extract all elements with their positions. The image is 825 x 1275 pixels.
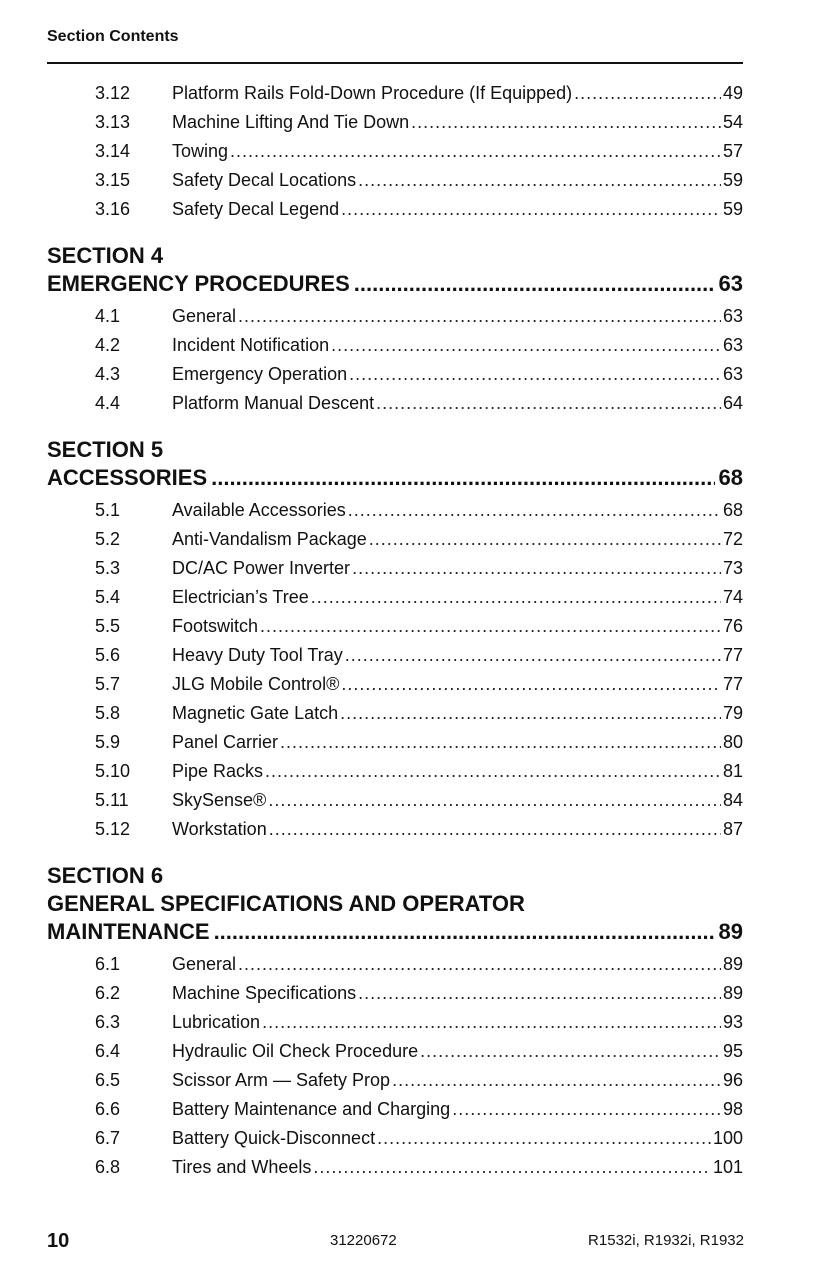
dot-leader [211, 464, 714, 492]
section-page: 68 [718, 465, 743, 490]
dot-leader [420, 1041, 721, 1062]
toc-entry-page: 87 [722, 819, 743, 839]
toc-entry-6-7[interactable] [47, 1128, 743, 1157]
toc-entry-title: JLG Mobile Control® [172, 674, 340, 694]
toc-entry-number: 5.3 [95, 558, 121, 578]
toc-entry-number: 5.5 [95, 616, 121, 636]
toc-entry-title: Footswitch [172, 616, 259, 636]
toc-entry-page: 100 [712, 1128, 743, 1148]
toc-entry-number: 5.6 [95, 645, 121, 665]
toc-entry-number: 3.15 [95, 170, 131, 190]
dot-leader [262, 1012, 721, 1033]
toc-entry-page: 98 [722, 1099, 743, 1119]
toc-entry-page: 77 [722, 674, 743, 694]
section-number: SECTION 4 [47, 243, 164, 268]
toc-entry-page: 84 [722, 790, 743, 810]
dot-leader [349, 364, 721, 385]
toc-entry-page: 72 [722, 529, 743, 549]
toc-entry-title: Panel Carrier [172, 732, 279, 752]
toc-entry-5-7[interactable] [47, 674, 743, 703]
toc-entry-number: 5.2 [95, 529, 121, 549]
toc-entry-page: 79 [722, 703, 743, 723]
toc-entry-title: Machine Lifting And Tie Down [172, 112, 410, 132]
toc-entry-6-3[interactable] [47, 1012, 743, 1041]
toc-entry-page: 96 [722, 1070, 743, 1090]
toc-entry-6-1[interactable] [47, 954, 743, 983]
toc-entry-title: Magnetic Gate Latch [172, 703, 339, 723]
toc-entry-number: 5.8 [95, 703, 121, 723]
dot-leader [411, 112, 721, 133]
running-header-title: Section Contents [47, 28, 179, 45]
dot-leader [377, 1128, 711, 1149]
toc-entry-number: 6.1 [95, 954, 121, 974]
dot-leader [340, 703, 721, 724]
dot-leader [313, 1157, 711, 1178]
section-heading-5[interactable] [47, 436, 743, 492]
footer-page-number: 10 [47, 1230, 70, 1252]
toc-entry-title: General [172, 306, 237, 326]
toc-entry-number: 4.1 [95, 306, 121, 326]
toc-entry-title: Battery Quick-Disconnect [172, 1128, 376, 1148]
toc-entry-5-9[interactable] [47, 732, 743, 761]
toc-entry-number: 5.1 [95, 500, 121, 520]
toc-entry-page: 57 [722, 141, 743, 161]
toc-entry-title: Heavy Duty Tool Tray [172, 645, 343, 665]
toc-entry-page: 54 [722, 112, 743, 132]
toc-entry-6-2[interactable] [47, 983, 743, 1012]
toc-entry-5-12[interactable] [47, 819, 743, 848]
toc-entry-number: 4.2 [95, 335, 121, 355]
toc-entry-page: 68 [722, 500, 743, 520]
toc-entry-title: Towing [172, 141, 229, 161]
toc-entry-title: Electrician’s Tree [172, 587, 309, 607]
dot-leader [369, 529, 721, 550]
section-title-line: GENERAL SPECIFICATIONS AND OPERATOR [47, 891, 525, 916]
dot-leader [452, 1099, 721, 1120]
toc-entry-4-1[interactable] [47, 306, 743, 335]
dot-leader [376, 393, 721, 414]
toc-entry-title: Anti-Vandalism Package [172, 529, 367, 549]
toc-entry-5-1[interactable] [47, 500, 743, 529]
toc-entry-3-12[interactable] [47, 83, 743, 112]
dot-leader [269, 819, 721, 840]
toc-entry-6-6[interactable] [47, 1099, 743, 1128]
toc-entry-number: 5.7 [95, 674, 121, 694]
dot-leader [265, 761, 721, 782]
toc-group-section-4 [47, 306, 743, 422]
toc-entry-page: 59 [722, 199, 743, 219]
toc-entry-number: 5.11 [95, 790, 129, 810]
toc-entry-number: 3.13 [95, 112, 131, 132]
toc-entry-5-8[interactable] [47, 703, 743, 732]
toc-entry-3-16[interactable] [47, 199, 743, 228]
toc-entry-title: SkySense® [172, 790, 267, 810]
dot-leader [260, 616, 721, 637]
toc-entry-page: 64 [722, 393, 743, 413]
toc-entry-title: Workstation [172, 819, 267, 839]
toc-entry-number: 5.10 [95, 761, 131, 781]
toc-entry-number: 6.6 [95, 1099, 121, 1119]
dot-leader [238, 954, 721, 975]
dot-leader [348, 500, 721, 521]
toc-entry-3-15[interactable] [47, 170, 743, 199]
footer-models: R1532i, R1932i, R1932 [588, 1232, 744, 1249]
toc-entry-page: 93 [722, 1012, 743, 1032]
toc-group-section-6 [47, 954, 743, 1186]
toc-entry-number: 3.14 [95, 141, 131, 161]
toc-entry-title: Hydraulic Oil Check Procedure [172, 1041, 419, 1061]
toc-entry-page: 63 [722, 335, 743, 355]
header-rule [47, 62, 743, 64]
toc-entry-title: Safety Decal Locations [172, 170, 357, 190]
toc-entry-page: 59 [722, 170, 743, 190]
dot-leader [345, 645, 721, 666]
dot-leader [311, 587, 721, 608]
toc-entry-title: Scissor Arm — Safety Prop [172, 1070, 391, 1090]
toc-entry-title: Machine Specifications [172, 983, 357, 1003]
toc-entry-title: Platform Rails Fold-Down Procedure (If Equipped) [172, 83, 573, 103]
toc-entry-6-5[interactable] [47, 1070, 743, 1099]
toc-entry-page: 49 [722, 83, 743, 103]
toc-entry-4-4[interactable] [47, 393, 743, 422]
section-title: ACCESSORIES [47, 465, 208, 490]
dot-leader [392, 1070, 721, 1091]
toc-entry-number: 4.4 [95, 393, 121, 413]
toc-entry-number: 6.5 [95, 1070, 121, 1090]
toc-entry-number: 6.8 [95, 1157, 121, 1177]
dot-leader [352, 558, 721, 579]
toc-entry-page: 63 [722, 364, 743, 384]
dot-leader [358, 983, 721, 1004]
toc-entry-page: 80 [722, 732, 743, 752]
toc-entry-page: 81 [722, 761, 743, 781]
dot-leader [354, 270, 715, 298]
toc-entry-5-6[interactable] [47, 645, 743, 674]
footer-doc-number: 31220672 [330, 1232, 397, 1249]
section-heading-6[interactable] [47, 862, 743, 946]
toc-entry-5-11[interactable] [47, 790, 743, 819]
toc-entry-4-2[interactable] [47, 335, 743, 364]
toc-entry-5-2[interactable] [47, 529, 743, 558]
toc-entry-page: 77 [722, 645, 743, 665]
toc-entry-page: 63 [722, 306, 743, 326]
toc-entry-page: 89 [722, 954, 743, 974]
dot-leader [331, 335, 721, 356]
toc-entry-page: 76 [722, 616, 743, 636]
toc-entry-title: Safety Decal Legend [172, 199, 340, 219]
section-number: SECTION 5 [47, 437, 164, 462]
toc-entry-number: 6.2 [95, 983, 121, 1003]
toc-entry-number: 6.4 [95, 1041, 121, 1061]
toc-entry-title: Platform Manual Descent [172, 393, 375, 413]
toc-entry-number: 5.4 [95, 587, 121, 607]
dot-leader [341, 199, 721, 220]
toc-entry-3-14[interactable] [47, 141, 743, 170]
toc-group-section-5 [47, 500, 743, 848]
toc-entry-title: Battery Maintenance and Charging [172, 1099, 451, 1119]
toc-entry-title: Lubrication [172, 1012, 261, 1032]
toc-entry-page: 89 [722, 983, 743, 1003]
dot-leader [341, 674, 721, 695]
toc-entry-title: DC/AC Power Inverter [172, 558, 351, 578]
dot-leader [214, 918, 715, 946]
toc-entry-number: 6.3 [95, 1012, 121, 1032]
toc-entry-number: 4.3 [95, 364, 121, 384]
toc-entry-6-8[interactable] [47, 1157, 743, 1186]
toc-entry-number: 5.12 [95, 819, 131, 839]
toc-entry-5-5[interactable] [47, 616, 743, 645]
section-page: 89 [718, 919, 743, 944]
toc-entry-title: Available Accessories [172, 500, 346, 520]
section-title: MAINTENANCE [47, 919, 210, 944]
toc-entry-page: 74 [722, 587, 743, 607]
toc-entry-number: 3.16 [95, 199, 131, 219]
toc-entry-5-4[interactable] [47, 587, 743, 616]
toc-entry-title: Pipe Racks [172, 761, 264, 781]
section-page: 63 [718, 271, 743, 296]
toc-entry-6-4[interactable] [47, 1041, 743, 1070]
toc-entry-4-3[interactable] [47, 364, 743, 393]
toc-entry-title: Tires and Wheels [172, 1157, 312, 1177]
toc-entry-title: Incident Notification [172, 335, 330, 355]
dot-leader [268, 790, 721, 811]
dot-leader [574, 83, 721, 104]
table-of-contents [47, 83, 743, 1186]
section-heading-4[interactable] [47, 242, 743, 298]
section-number: SECTION 6 [47, 863, 164, 888]
toc-entry-3-13[interactable] [47, 112, 743, 141]
toc-entry-number: 6.7 [95, 1128, 121, 1148]
toc-entry-5-3[interactable] [47, 558, 743, 587]
dot-leader [358, 170, 721, 191]
section-title: EMERGENCY PROCEDURES [47, 271, 350, 296]
toc-entry-5-10[interactable] [47, 761, 743, 790]
toc-entry-title: General [172, 954, 237, 974]
toc-entry-page: 95 [722, 1041, 743, 1061]
dot-leader [280, 732, 721, 753]
toc-group-section-3 [47, 83, 743, 228]
toc-entry-number: 3.12 [95, 83, 131, 103]
toc-entry-page: 101 [712, 1157, 743, 1177]
dot-leader [238, 306, 721, 327]
toc-entry-page: 73 [722, 558, 743, 578]
dot-leader [230, 141, 721, 162]
toc-entry-title: Emergency Operation [172, 364, 348, 384]
toc-entry-number: 5.9 [95, 732, 121, 752]
